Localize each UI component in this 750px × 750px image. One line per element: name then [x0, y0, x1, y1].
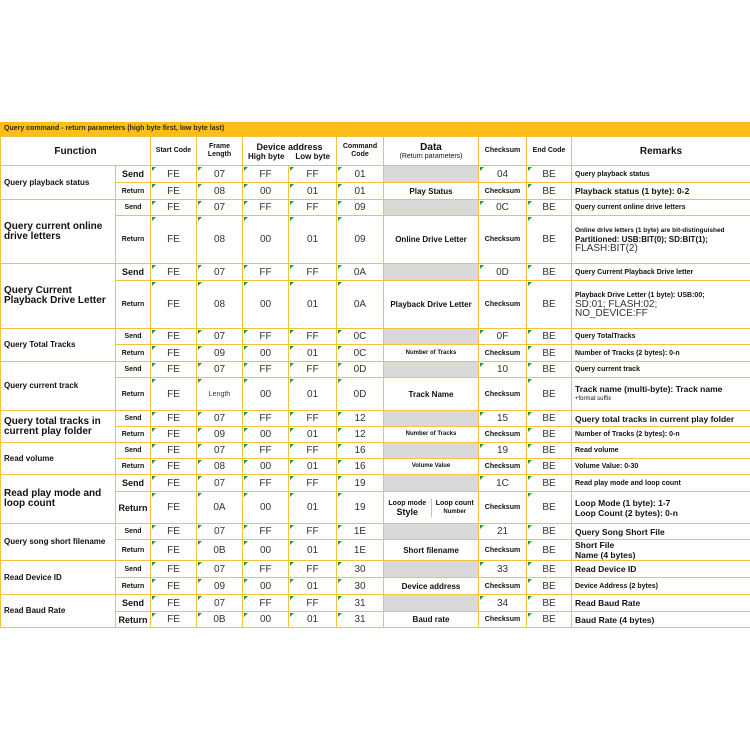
- address-low-byte: 01: [289, 427, 337, 443]
- function-name: Read play mode and loop count: [1, 475, 116, 524]
- checksum: 34: [479, 595, 527, 612]
- command-code: 31: [337, 612, 384, 628]
- loop-count-label: Loop count: [435, 499, 474, 507]
- address-high-byte: FF: [243, 362, 289, 378]
- remarks-cell: Query total tracks in current play folder: [572, 411, 750, 427]
- send-row: [1, 475, 750, 492]
- start-code: FE: [151, 475, 197, 492]
- return-label: Return: [116, 427, 151, 443]
- data-placeholder: [384, 524, 479, 540]
- frame-length: 09: [197, 578, 243, 595]
- command-code: 1E: [337, 524, 384, 540]
- checksum: Checksum: [479, 459, 527, 475]
- remarks-cell: [572, 492, 750, 524]
- command-code: 0A: [337, 264, 384, 281]
- address-high-byte: 00: [243, 612, 289, 628]
- remarks-cell: Query TotalTracks: [572, 329, 750, 345]
- frame-length: 08: [197, 216, 243, 264]
- function-name: Read volume: [1, 443, 116, 475]
- remarks-cell: Device Address (2 bytes): [572, 578, 750, 595]
- send-row: [1, 411, 750, 427]
- command-table: [0, 136, 750, 628]
- checksum: Checksum: [479, 216, 527, 264]
- remarks-cell: Read volume: [572, 443, 750, 459]
- table-title: Query command - return parameters (high byte first, low byte last): [0, 122, 750, 136]
- header-frame-length: Frame Length: [197, 137, 243, 166]
- address-low-byte: FF: [289, 561, 337, 578]
- data-placeholder: [384, 443, 479, 459]
- loop-data: [384, 499, 478, 517]
- command-code: 19: [337, 492, 384, 524]
- return-label: Return: [116, 378, 151, 411]
- remarks-cell: Playback status (1 byte): 0-2: [572, 183, 750, 200]
- send-label: Send: [116, 329, 151, 345]
- frame-length: 08: [197, 459, 243, 475]
- send-label: Send: [116, 443, 151, 459]
- command-code: 01: [337, 183, 384, 200]
- checksum: Checksum: [479, 281, 527, 329]
- checksum: Checksum: [479, 492, 527, 524]
- header-start-code: Start Code: [151, 137, 197, 166]
- return-label: Return: [116, 183, 151, 200]
- data-cell: [384, 492, 479, 524]
- remark-line: Playback Drive Letter (1 byte): USB:00;: [575, 292, 705, 299]
- end-code: BE: [527, 378, 572, 411]
- remark-line: Loop Mode (1 byte): 1-7: [575, 497, 671, 508]
- command-code: 19: [337, 475, 384, 492]
- end-code: BE: [527, 329, 572, 345]
- loop-mode-data: [384, 499, 432, 517]
- start-code: FE: [151, 411, 197, 427]
- data-cell: Device address: [384, 578, 479, 595]
- checksum: 0F: [479, 329, 527, 345]
- remark-line: Partitioned: USB:BIT(0); SD:BIT(1);: [575, 235, 708, 244]
- checksum: Checksum: [479, 427, 527, 443]
- frame-length: Length: [197, 378, 243, 411]
- send-label: Send: [116, 166, 151, 183]
- address-low-byte: 01: [289, 281, 337, 329]
- command-code: 31: [337, 595, 384, 612]
- frame-length: 08: [197, 281, 243, 329]
- command-code: 0D: [337, 378, 384, 411]
- send-row: [1, 166, 750, 183]
- start-code: FE: [151, 578, 197, 595]
- return-label: Return: [116, 216, 151, 264]
- data-sublabel: (Return parameters): [399, 153, 463, 160]
- address-low-byte: 01: [289, 492, 337, 524]
- end-code: BE: [527, 524, 572, 540]
- address-low-byte: 01: [289, 378, 337, 411]
- header-checksum: Checksum: [479, 137, 527, 166]
- header-function: Function: [1, 137, 151, 166]
- start-code: FE: [151, 540, 197, 561]
- send-row: [1, 561, 750, 578]
- end-code: BE: [527, 459, 572, 475]
- remark-line: +format suffix: [575, 396, 612, 402]
- address-high-byte: 00: [243, 578, 289, 595]
- address-low-byte: 01: [289, 540, 337, 561]
- frame-length: 07: [197, 475, 243, 492]
- address-low-byte: 01: [289, 578, 337, 595]
- checksum: 19: [479, 443, 527, 459]
- start-code: FE: [151, 329, 197, 345]
- end-code: BE: [527, 595, 572, 612]
- remark-line: NO_DEVICE:FF: [575, 308, 648, 319]
- function-name: Query current track: [1, 362, 116, 411]
- command-code: 30: [337, 578, 384, 595]
- command-code: 01: [337, 166, 384, 183]
- remarks-cell: Query Song Short File: [572, 524, 750, 540]
- data-cell: Playback Drive Letter: [384, 281, 479, 329]
- command-code: 09: [337, 216, 384, 264]
- address-high-byte: 00: [243, 281, 289, 329]
- frame-length: 07: [197, 166, 243, 183]
- number-label: Number: [443, 508, 467, 515]
- send-label: Send: [116, 524, 151, 540]
- address-low-byte: FF: [289, 443, 337, 459]
- remark-line: Online drive letters (1 byte) are bit-distinguished: [575, 227, 725, 234]
- data-cell: Track Name: [384, 378, 479, 411]
- data-cell: Number of Tracks: [384, 345, 479, 362]
- frame-length: 09: [197, 345, 243, 362]
- address-high-byte: 00: [243, 183, 289, 200]
- remark-line: SD:01; FLASH:02;: [575, 299, 658, 310]
- end-code: BE: [527, 281, 572, 329]
- frame-length: 07: [197, 443, 243, 459]
- address-high-byte: 00: [243, 427, 289, 443]
- send-label: Send: [116, 561, 151, 578]
- command-code: 09: [337, 200, 384, 216]
- address-low-byte: 01: [289, 459, 337, 475]
- checksum: Checksum: [479, 540, 527, 561]
- send-row: [1, 524, 750, 540]
- data-placeholder: [384, 475, 479, 492]
- end-code: BE: [527, 411, 572, 427]
- remarks-cell: Query playback status: [572, 166, 750, 183]
- high-byte-label: High byte: [248, 151, 285, 161]
- start-code: FE: [151, 200, 197, 216]
- return-label: Return: [116, 459, 151, 475]
- remarks-cell: Read play mode and loop count: [572, 475, 750, 492]
- start-code: FE: [151, 492, 197, 524]
- checksum: 0C: [479, 200, 527, 216]
- checksum: 0D: [479, 264, 527, 281]
- address-low-byte: FF: [289, 524, 337, 540]
- end-code: BE: [527, 540, 572, 561]
- address-high-byte: 00: [243, 216, 289, 264]
- command-code: 1E: [337, 540, 384, 561]
- address-low-byte: FF: [289, 200, 337, 216]
- remark-line: FLASH:BIT(2): [575, 243, 638, 254]
- return-label: Return: [116, 540, 151, 561]
- frame-length: 07: [197, 411, 243, 427]
- send-label: Send: [116, 411, 151, 427]
- header-remarks: Remarks: [572, 137, 750, 166]
- start-code: FE: [151, 427, 197, 443]
- address-low-byte: FF: [289, 411, 337, 427]
- checksum: 04: [479, 166, 527, 183]
- remark-line: Short File: [575, 540, 615, 550]
- remarks-cell: Query current track: [572, 362, 750, 378]
- start-code: FE: [151, 443, 197, 459]
- command-code: 12: [337, 411, 384, 427]
- data-placeholder: [384, 166, 479, 183]
- start-code: FE: [151, 362, 197, 378]
- header-data: [384, 137, 479, 166]
- address-high-byte: FF: [243, 329, 289, 345]
- checksum: 21: [479, 524, 527, 540]
- data-cell: Number of Tracks: [384, 427, 479, 443]
- low-byte-label: Low byte: [295, 151, 331, 161]
- data-label: Data: [420, 142, 442, 153]
- command-table-frame: [0, 122, 750, 630]
- data-placeholder: [384, 411, 479, 427]
- loop-mode-label: Loop mode: [388, 499, 427, 507]
- end-code: BE: [527, 443, 572, 459]
- header-row: [1, 137, 750, 166]
- remarks-cell: Baud Rate (4 bytes): [572, 612, 750, 628]
- command-code: 0A: [337, 281, 384, 329]
- start-code: FE: [151, 459, 197, 475]
- remarks-cell: Read Device ID: [572, 561, 750, 578]
- end-code: BE: [527, 264, 572, 281]
- checksum: Checksum: [479, 378, 527, 411]
- data-placeholder: [384, 200, 479, 216]
- address-high-byte: FF: [243, 166, 289, 183]
- frame-length: 07: [197, 561, 243, 578]
- address-high-byte: FF: [243, 411, 289, 427]
- start-code: FE: [151, 345, 197, 362]
- data-cell: Volume Value: [384, 459, 479, 475]
- end-code: BE: [527, 216, 572, 264]
- end-code: BE: [527, 200, 572, 216]
- function-name: Query song short filename: [1, 524, 116, 561]
- address-low-byte: 01: [289, 216, 337, 264]
- address-high-byte: FF: [243, 443, 289, 459]
- style-label: Style: [396, 506, 418, 517]
- address-high-byte: 00: [243, 345, 289, 362]
- remarks-cell: [572, 216, 750, 264]
- checksum: 15: [479, 411, 527, 427]
- return-label: Return: [116, 492, 151, 524]
- address-high-byte: 00: [243, 378, 289, 411]
- function-name: Query Total Tracks: [1, 329, 116, 362]
- end-code: BE: [527, 561, 572, 578]
- function-name: Read Device ID: [1, 561, 116, 595]
- loop-count-data: [432, 499, 479, 517]
- data-cell: Play Status: [384, 183, 479, 200]
- remarks-cell: Number of Tracks (2 bytes): 0-n: [572, 345, 750, 362]
- frame-length: 07: [197, 200, 243, 216]
- checksum: Checksum: [479, 345, 527, 362]
- function-name: Query current online drive letters: [1, 200, 116, 264]
- address-high-byte: 00: [243, 459, 289, 475]
- end-code: BE: [527, 578, 572, 595]
- checksum: Checksum: [479, 578, 527, 595]
- send-row: [1, 595, 750, 612]
- frame-length: 09: [197, 427, 243, 443]
- address-high-byte: FF: [243, 475, 289, 492]
- address-low-byte: FF: [289, 329, 337, 345]
- data-cell: Baud rate: [384, 612, 479, 628]
- command-code: 16: [337, 443, 384, 459]
- function-name: Query playback status: [1, 166, 116, 200]
- send-label: Send: [116, 200, 151, 216]
- byte-labels: [243, 152, 336, 161]
- return-label: Return: [116, 281, 151, 329]
- command-code: 16: [337, 459, 384, 475]
- end-code: BE: [527, 362, 572, 378]
- remarks-cell: Query Current Playback Drive letter: [572, 264, 750, 281]
- start-code: FE: [151, 595, 197, 612]
- command-code: 0C: [337, 329, 384, 345]
- start-code: FE: [151, 378, 197, 411]
- data-cell: Online Drive Letter: [384, 216, 479, 264]
- address-high-byte: FF: [243, 595, 289, 612]
- address-low-byte: FF: [289, 264, 337, 281]
- remarks-cell: Number of Tracks (2 bytes): 0-n: [572, 427, 750, 443]
- send-row: [1, 264, 750, 281]
- send-label: Send: [116, 475, 151, 492]
- frame-length: 0A: [197, 492, 243, 524]
- command-code: 12: [337, 427, 384, 443]
- return-label: Return: [116, 345, 151, 362]
- data-placeholder: [384, 595, 479, 612]
- start-code: FE: [151, 264, 197, 281]
- end-code: BE: [527, 492, 572, 524]
- remark-line: Track name (multi-byte): Track name: [575, 384, 723, 394]
- frame-length: 07: [197, 595, 243, 612]
- end-code: BE: [527, 427, 572, 443]
- start-code: FE: [151, 183, 197, 200]
- frame-length: 07: [197, 524, 243, 540]
- checksum: Checksum: [479, 183, 527, 200]
- address-high-byte: FF: [243, 561, 289, 578]
- header-command-code: Command Code: [337, 137, 384, 166]
- end-code: BE: [527, 612, 572, 628]
- command-code: 30: [337, 561, 384, 578]
- remarks-cell: [572, 378, 750, 411]
- address-high-byte: FF: [243, 264, 289, 281]
- address-high-byte: FF: [243, 200, 289, 216]
- start-code: FE: [151, 561, 197, 578]
- frame-length: 0B: [197, 612, 243, 628]
- remarks-cell: Volume Value: 0-30: [572, 459, 750, 475]
- remarks-cell: Read Baud Rate: [572, 595, 750, 612]
- send-row: [1, 200, 750, 216]
- start-code: FE: [151, 612, 197, 628]
- end-code: BE: [527, 345, 572, 362]
- function-name: Read Baud Rate: [1, 595, 116, 628]
- start-code: FE: [151, 216, 197, 264]
- data-placeholder: [384, 264, 479, 281]
- command-code: 0D: [337, 362, 384, 378]
- checksum: Checksum: [479, 612, 527, 628]
- checksum: 10: [479, 362, 527, 378]
- header-device-address: [243, 137, 337, 166]
- function-name: Query total tracks in current play folder: [1, 411, 116, 443]
- function-name: Query Current Playback Drive Letter: [1, 264, 116, 329]
- header-end-code: End Code: [527, 137, 572, 166]
- address-high-byte: FF: [243, 524, 289, 540]
- device-address-label: Device address: [256, 141, 323, 152]
- send-row: [1, 443, 750, 459]
- send-row: [1, 362, 750, 378]
- address-low-byte: FF: [289, 362, 337, 378]
- remarks-cell: [572, 540, 750, 561]
- start-code: FE: [151, 166, 197, 183]
- address-low-byte: FF: [289, 475, 337, 492]
- remark-line: Name (4 bytes): [575, 550, 636, 560]
- start-code: FE: [151, 524, 197, 540]
- send-row: [1, 329, 750, 345]
- address-low-byte: FF: [289, 595, 337, 612]
- checksum: 1C: [479, 475, 527, 492]
- address-low-byte: 01: [289, 612, 337, 628]
- start-code: FE: [151, 281, 197, 329]
- command-code: 0C: [337, 345, 384, 362]
- end-code: BE: [527, 166, 572, 183]
- send-label: Send: [116, 264, 151, 281]
- frame-length: 07: [197, 362, 243, 378]
- address-low-byte: FF: [289, 166, 337, 183]
- end-code: BE: [527, 475, 572, 492]
- data-placeholder: [384, 329, 479, 345]
- remark-line: Loop Count (2 bytes): 0-n: [575, 507, 678, 518]
- frame-length: 0B: [197, 540, 243, 561]
- data-placeholder: [384, 561, 479, 578]
- return-label: Return: [116, 578, 151, 595]
- return-label: Return: [116, 612, 151, 628]
- address-low-byte: 01: [289, 345, 337, 362]
- data-placeholder: [384, 362, 479, 378]
- remarks-cell: [572, 281, 750, 329]
- send-label: Send: [116, 595, 151, 612]
- data-cell: Short filename: [384, 540, 479, 561]
- end-code: BE: [527, 183, 572, 200]
- send-label: Send: [116, 362, 151, 378]
- address-low-byte: 01: [289, 183, 337, 200]
- frame-length: 08: [197, 183, 243, 200]
- checksum: 33: [479, 561, 527, 578]
- frame-length: 07: [197, 264, 243, 281]
- frame-length: 07: [197, 329, 243, 345]
- address-high-byte: 00: [243, 492, 289, 524]
- remarks-cell: Query current online drive letters: [572, 200, 750, 216]
- address-high-byte: 00: [243, 540, 289, 561]
